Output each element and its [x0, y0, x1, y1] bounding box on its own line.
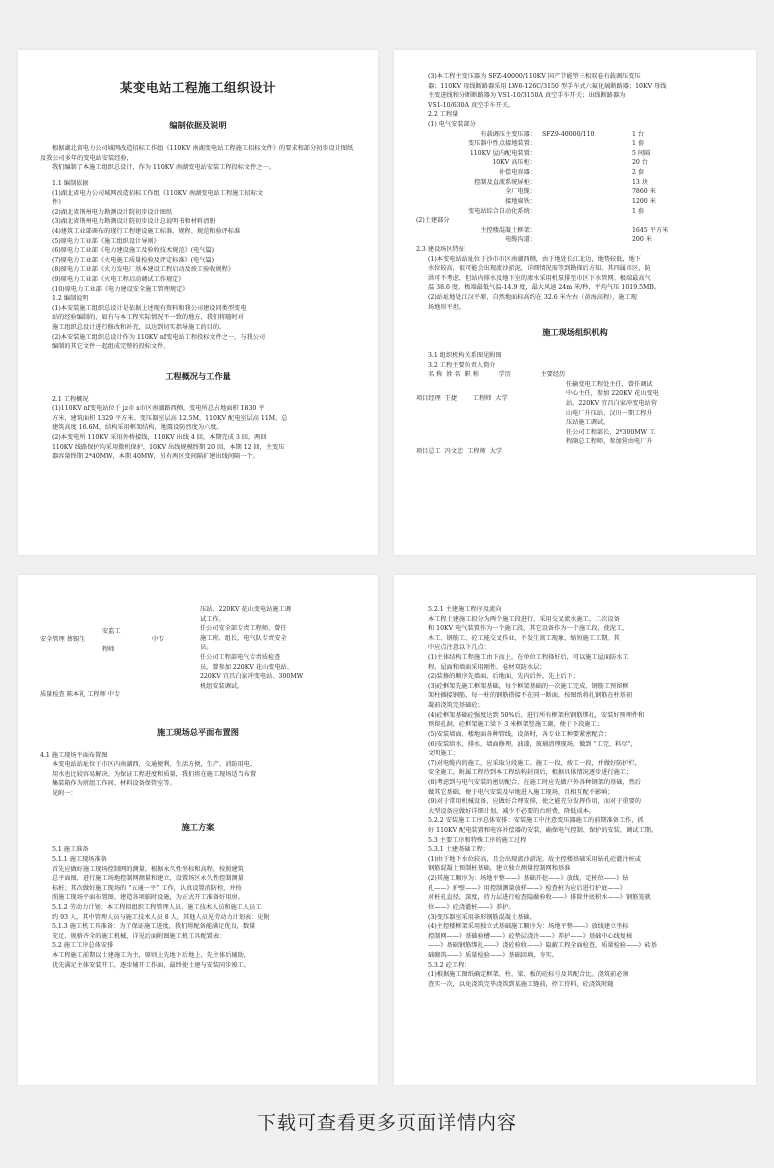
- plan-text: [40, 845, 356, 970]
- section-heading-basis: 编制依据及说明: [169, 120, 227, 131]
- text-line: 程副总工程师，参加营由电厂升: [566, 438, 653, 446]
- safety-education: 中专: [152, 636, 165, 643]
- equipment-name: 控制及直流系统屏柜：: [474, 178, 536, 186]
- text-line: 大型设备应做好详细计划，减少不必要的台班费，降低成本。: [428, 807, 596, 815]
- text-line: (7)对电缆内的施工，应采取分段施工。施工一段，竣工一段，并做好防护栏，: [428, 759, 641, 767]
- quality-row: 质量检查 陈本礼 工程师 中专: [40, 691, 121, 699]
- text-line: 用水也比较容易解决。为保证工程进度和质量，我们将在施工现场适当布置: [52, 770, 257, 778]
- text-line: 首先应做好施工现场控制网的测量。根据永久性坐标和高程，按照建筑: [52, 865, 244, 873]
- electrical-part-heading: (1) 电气安装部分: [428, 121, 476, 129]
- equipment-model: SFZ9-40000/110: [542, 130, 595, 138]
- equipment-qty: 1 套: [632, 207, 645, 215]
- safety-title-1: 安监工: [102, 628, 121, 635]
- text-line: 程。屋面和墙面采用刚性、卷材双防水层；: [428, 663, 546, 671]
- text-line: 5.2.2 安装施工工序总体安排：安装施工中注意变压器施工的前期准备工作，抓: [428, 817, 644, 825]
- document-page-4: [394, 575, 756, 1085]
- equipment-name: 全厂电缆：: [505, 188, 536, 196]
- text-line: 本工程施工前期以土建施工为主，原则上先地下后地上，先主体后辅助，: [52, 951, 250, 959]
- construction-sequence-text: [416, 605, 734, 989]
- text-line: (2)本变电所 110KV 采用外桥接线，110KV 出线 4 回，本期完成 3 回，两回: [52, 434, 267, 442]
- text-line: (10)原电力工业部《电力建设安全施工管理规定》: [52, 285, 189, 293]
- text-line: 5.1.2 劳动力计划：本工程拟组织工程管理人员、施工技术人员和施工人员工: [52, 903, 262, 911]
- equipment-qty: 7860 米: [632, 188, 656, 196]
- explain-list: [40, 304, 356, 352]
- text-line: 5.1 施工准备: [52, 846, 89, 854]
- equipment-row: [416, 149, 734, 159]
- equipment-list: [416, 130, 734, 216]
- text-line: 220KV 宜昌白家冲变电站、300MW: [200, 673, 304, 681]
- safety-title-2: 程师: [102, 645, 115, 653]
- subsection-2-2: 2.2 工程量: [428, 111, 459, 119]
- text-line: 5.3.1 土建基础工程：: [428, 846, 490, 854]
- text-line: 任公司工程部长，2*300MW 工: [566, 428, 656, 436]
- subsection-1-1: 1.1 编制依据: [52, 179, 89, 187]
- personnel-experience-cont: [200, 605, 356, 700]
- intro-paragraph-2: 我们编制了本施工组织总设计，作为 110KV 南湖变电站安装工程投标文件之一。: [52, 164, 275, 172]
- text-line: 机组安装调试。: [200, 682, 244, 690]
- text-line: 本变电站站址位于市区内南湖西，交通便利，生活方便，生产、消防用电、: [52, 761, 257, 769]
- text-line: (8)原电力工业部《火力发电厂基本建设工程启动及竣工验收规程》: [52, 266, 235, 274]
- subsection-1-2: 1.2 编制说明: [52, 295, 89, 303]
- text-line: 标桩；其次做好施工现场的 “五通一平” 工作，认真设置消防栓，并按: [52, 884, 242, 892]
- equipment-model: [542, 178, 632, 188]
- text-line: 安全施工，附属工程待到本工程结构封顶后，根据具体情况逐步进行施工；: [428, 769, 633, 777]
- text-line: 员，曾参加 220KV 花山变电站、: [200, 663, 293, 671]
- text-line: 压站施工调试。: [566, 419, 610, 427]
- text-line: 5.1.3 施工机工具准备：为了保证施工进度，我们将配备能满足优良，数量: [52, 923, 256, 931]
- document-title: 某变电站工程施工组织设计: [119, 80, 276, 95]
- subsection-3-1: 3.1 组织机构关系图见附图: [428, 351, 502, 359]
- section-heading-plan: 施工方案: [181, 821, 215, 832]
- equipment-row: [416, 178, 734, 188]
- text-line: ——》基础钢筋绑扎——》浇砼验收——》隐蔽工程全面检查，质量检验——》砖基: [428, 942, 657, 950]
- text-line: 优先满足主体安装开工，逐步辅开工作面，最终使土建与安装同步竣工。: [52, 961, 250, 969]
- civil-row: [416, 226, 734, 236]
- text-line: (3)变压器室采用条形钢筋混凝土基础。: [428, 913, 536, 921]
- text-line: 压站、220KV 花山变电站施工调: [200, 606, 291, 613]
- text-line: 水位较高，很可能会出现流沙淤泥，详细情况需等到勘探后方知。其四属市区，防: [428, 265, 651, 273]
- text-line: 山电厂升压站、汉川一期工程升: [566, 409, 653, 417]
- text-line: 中应点注意以下几点：: [428, 644, 490, 652]
- equipment-qty: 13 块: [632, 178, 649, 186]
- section-heading-layout: 施工现场总平面布置图: [157, 726, 239, 737]
- text-line: 件》: [52, 199, 65, 207]
- subsection-3-2: 3.2 工程主要负责人简介: [428, 361, 496, 369]
- download-more-text[interactable]: 下载可查看更多页面详情内容: [256, 1112, 517, 1134]
- text-line: 总平面图，进行施工场地控制网测量和建立，设置场区永久性控制测量: [52, 875, 244, 883]
- equipment-row: [416, 158, 734, 168]
- equipment-model: [542, 139, 632, 149]
- equipment-model: [542, 187, 632, 197]
- text-line: 110KV 线路保护均采用微机保护，10KV 出线规模终期 20 回，本期 12 回，主变压: [52, 443, 285, 451]
- text-line: 约 93 人，其中管理人员与施工技术人员 8 人，其他人员见劳动力计划表：见附: [52, 913, 270, 921]
- equipment-row: [416, 168, 734, 178]
- text-line: 站、220KV 宜昌白家冲变电站营: [566, 399, 657, 407]
- intro-paragraph: 根据湖北省电力公司城网改造招标工作组《110KV 南湖变电站工程施工招标文件》的要求和部分初步设计图纸及我公司多年的变电站安装经验，: [40, 145, 354, 162]
- text-line: 础砌筑——》质量检验——》基础回填，夯实。: [428, 951, 558, 959]
- subsection-2-3: 2.3 建设场区特征: [416, 245, 465, 253]
- equipment-name: 10KV 高压柜：: [492, 159, 536, 167]
- text-line: (9)对于常用机械设备，应做好合理安排，使之能充分发挥作用，而对于重要的: [428, 798, 641, 806]
- text-line: 架柱插接钢筋，每一柱的钢筋搭接不在同一断面，按图纸将扎钢筋在柱基初: [428, 692, 633, 700]
- equipment-name: 补偿电容器：: [498, 169, 536, 177]
- text-line: 任公司工程部电气专责质检查: [200, 654, 281, 662]
- text-line: 好 110KV 配电装置和电容补偿器的安装，确保电气控制、保护的安装、调试工期。: [428, 827, 658, 835]
- equipment-row: [416, 139, 734, 149]
- project-manager-row: 项目经理 王捷 工程师 大学: [416, 394, 508, 402]
- text-line: 主变进线和分断断路器为 VS1-10/3150A 真空手车开关；出线断路器为: [428, 92, 626, 100]
- pm-experience: [566, 380, 734, 447]
- equipment-row: [416, 130, 734, 140]
- section-heading-organization: 施工现场组织机构: [542, 327, 608, 338]
- text-line: (1)由于地下水位较高，且会出现流沙淤泥，故主控楼基础采用钻孔砼灌注桩或: [428, 855, 641, 863]
- safety-title: [102, 627, 152, 654]
- equipment-qty: 20 台: [632, 159, 649, 167]
- basis-list: [40, 189, 356, 295]
- personnel-table-header: 名 称 姓 名 职 称 学历 主要经历: [428, 371, 566, 379]
- text-line: (1)湖北省电力公司城网改造招标工作组《110KV 南湖变电站工程施工招标文: [52, 189, 264, 197]
- civil-qty: 200 米: [632, 236, 652, 244]
- text-line: VS1-10/630A 真空手车开关。: [428, 101, 515, 109]
- document-page-2: [394, 50, 756, 555]
- equipment-name: 变压器中性点接地装置：: [467, 140, 536, 148]
- subsection-2-1: 2.1 工程概况: [52, 395, 89, 403]
- left-col: [40, 605, 200, 700]
- text-line: 洪可不考虑，但站内排水及地下室的渗水采用机泵排至市区下水管网。极端最高气: [428, 274, 651, 282]
- technical-engineer-row: 项目总工 冯文忠 工程师 大学: [416, 448, 503, 456]
- text-line: (2)装修的顺序先墙面、后地面，先内后外，先上后下；: [428, 673, 580, 681]
- text-line: 中心主任，参加 220KV 花山变电: [566, 390, 659, 398]
- document-page-1: [18, 50, 378, 555]
- text-line: (5)原电力工业部《施工组织设计导则》: [52, 237, 160, 245]
- equipment-row: [416, 197, 734, 207]
- site-features: [416, 255, 734, 313]
- equipment-model: [542, 158, 632, 168]
- layout-text: [40, 760, 356, 798]
- equipment-qty: 5 间隔: [632, 149, 651, 157]
- equipment-model: [542, 207, 632, 217]
- text-line: 见附一：: [52, 789, 77, 797]
- text-line: 任输变电工程处主任，曾任调试: [566, 380, 653, 388]
- subsection-4-1: 4.1 施工现场平面布置图: [40, 751, 108, 759]
- text-line: (4)砼框架基础砼强度达到 50%后，进行所有框架柱钢筋绑扎，安装好预埋件和: [428, 711, 645, 719]
- text-line: 施工组织总设计进行修改和补充，以达到切实指导施工的目的。: [52, 324, 226, 332]
- text-line: (6)安装给水、排水，墙面修理，油漆，玻璃清理现场，做到 “工完、料尽”，: [428, 740, 637, 748]
- text-line: 钢筋混凝土预制桩基础，建立独立测量控制网和基准: [428, 865, 571, 873]
- text-line: 员。: [200, 644, 213, 652]
- equipment-model: [542, 168, 632, 178]
- civil-list: [416, 226, 734, 245]
- text-line: (9)原电力工业部《火电工程启动调试工作规定》: [52, 276, 185, 283]
- text-line: 试工作。: [200, 615, 225, 623]
- equipment-qty: 1200 米: [632, 197, 656, 205]
- text-line: (3)砼框架先施工框架基础，每个框架基础的一次施工完成，钢筋工预留框: [428, 682, 629, 690]
- equipment-model: [542, 197, 632, 207]
- civil-row: [416, 235, 734, 245]
- text-line: 温 38.6 度，极端最低气温-14.9 度，最大风速 24m 米/秒，平均气压 1019.5MB。: [428, 284, 661, 292]
- text-line: (1)根据施工图纸确定框架、柱、梁、板的砼标号及其配合比。浇筑前必须: [428, 971, 629, 979]
- civil-part-heading: (2)土建部分: [416, 217, 450, 225]
- text-line: 做其它基础，便于电气安装及早地进入施工现场，且相互配不影响；: [428, 788, 614, 796]
- text-line: 查实一次，以免浇筑完毕浇筑到某施工缝前，停工待料，砼浇筑时随: [428, 980, 614, 988]
- text-line: 建筑高度 16.6M，结构采用框架结构，地震设防烈度为六度。: [52, 424, 223, 432]
- overview-list: [40, 404, 356, 462]
- text-line: 和 10KV 电气装置作为一个施工段，其它设备作为一个施工段，使泥工、: [428, 625, 629, 633]
- text-line: 充足、规格齐全的施工机械，详见后面附图施工机工具配置表：: [52, 932, 226, 940]
- text-line: 对桩孔直径，深度，持力层进行检查隐蔽验收——》排除井底积水——》钢筋笼就: [428, 894, 651, 902]
- equipment-qty: 2 套: [632, 169, 645, 177]
- text-line: 孔——》护壁——》用控制测量放样——》检查桩为应后进行护底——》: [428, 884, 626, 892]
- text-line: 任公司安全部专责工程师，曾任: [200, 625, 287, 633]
- text-line: (4)主控楼框架采用独立式基础施工顺序为：场地平整——》放线建立坐标: [428, 923, 629, 931]
- transformer-spec-paragraph: [416, 72, 734, 110]
- text-line: (6)原电力工业部《电力建设施工及验收技术规范》(电气篇): [52, 247, 215, 255]
- text-line: 集装箱作为班组工作间、材料设备保管室等。: [52, 780, 176, 788]
- equipment-row: [416, 207, 734, 217]
- equipment-model: [542, 149, 632, 159]
- text-line: (2)湖北省荆州电力勘测设计院初步设计图纸: [52, 208, 173, 216]
- safety-row: 安全管理 蔡锡生: [40, 636, 86, 643]
- text-line: (1)110KV nf变电站位于 jz市 x市区南湖路西侧，变电所总占地面积 1830 平: [52, 405, 265, 413]
- text-line: (5)安装墙面、楼地面各种管线，设备时，各专业工种要紧密配合；: [428, 730, 611, 738]
- text-line: 照施工现场平面布置图，建造各项临时设施，为正式开工准备好用房。: [52, 894, 244, 902]
- section-heading-overview: 工程概况与工作量: [165, 370, 231, 381]
- document-page-3: [18, 575, 378, 1085]
- text-line: 5.2 施工工序总体安排: [52, 942, 114, 950]
- text-line: 凝前浇筑完基础砼；: [428, 702, 484, 710]
- text-line: 5.3 主要工序和特殊工序的施工过程: [428, 836, 527, 844]
- equipment-name: 110KV 屋内配电装置：: [469, 149, 536, 157]
- text-line: (8)考虑到与电气安装的密切配合，在施工时应先做户外各种钢架的基础，然后: [428, 778, 641, 786]
- text-line: (1)本变电站站址位于沙市市区南湖西侧，由于地处长江北边，地势较低，地下: [428, 255, 641, 263]
- text-line: 方米，建筑面积 1329 平方米。变压器室层高 12.5M，110KV 配电室层高 11M，总: [52, 414, 288, 422]
- text-line: 位——》砼浇灌桩——》养护。: [428, 903, 515, 911]
- text-line: 编制的其它文件一起组成完整的投标文件。: [52, 343, 170, 351]
- text-line: 站的经验编制的，如有与本工程实际情况不一致的地方，我们将随时对: [52, 314, 244, 322]
- equipment-name: 有载调压主变压器：: [480, 130, 536, 138]
- text-line: (2)本安装施工组织总设计作为 110KV nf变电站工程投标文件之一，与我公司: [52, 333, 266, 341]
- text-line: 5.1.1 施工现场准备: [52, 855, 107, 863]
- text-line: 施工班、组长，电气队专责安全: [200, 634, 287, 642]
- text-line: 文明施工；: [428, 750, 459, 758]
- text-line: (3)本工程主变压器为 SFZ-40000/110KV 国产节能型三相双卷有载调压变压: [428, 73, 641, 80]
- text-line: (3)湖北省荆州电力勘测设计院初步设计总说明书和材料清册: [52, 218, 216, 226]
- text-line: 本工程土建施工拟分为两个施工段进行，采用交叉流水施工。二次设备: [428, 615, 620, 623]
- text-line: 木工、钢筋工、砼工能交叉作业，不发生窝工现象，缩短施工工期。其: [428, 634, 620, 642]
- text-line: (7)原电力工业部《火电施工质量检验及评定标准》(电气篇): [52, 256, 215, 264]
- text-line: 5.3.2 砼工程：: [428, 961, 471, 969]
- text-line: 场地形平坦。: [428, 303, 466, 311]
- equipment-qty: 1 套: [632, 140, 645, 148]
- text-line: 预留孔洞，砼框架施工梁下 3 米框架竖施工砌，便于下段施工；: [428, 721, 603, 729]
- text-line: (2)站址地处江汉平原，自然地面标高约在 32.6 米左右（黄海高程），施工现: [428, 294, 637, 302]
- text-line: (1)本安装施工组织总设计是依据上述现有资料和我公司建设同类型变电: [52, 304, 247, 312]
- text-line: (1)主体结构工程施工由下而上，在单位工程择好后，可以施工屋面防水工: [428, 654, 629, 662]
- text-line: 器容量终期 2*40MW，本期 40MW，另有两区变间隔扩建出线间隔一个。: [52, 453, 259, 461]
- equipment-row: [416, 187, 734, 197]
- civil-qty: 1645 平方米: [632, 226, 669, 234]
- equipment-name: 接地扁铁：: [505, 197, 536, 205]
- text-line: (4)建筑工业部颁布的现行工程建设施工标准、规程、规范和验评标准: [52, 227, 241, 235]
- text-line: 控制网——》基础验槽——》砼垫层浇注——》养护——》基础中心线复核: [428, 932, 633, 940]
- civil-name: 电缆沟道：: [505, 236, 536, 244]
- civil-name: 主控楼混凝土框架：: [480, 226, 536, 234]
- equipment-qty: 1 台: [632, 130, 645, 138]
- text-line: (2)其施工顺序为：场地平整——》基础开挖——》放线，定桩位——》钻: [428, 875, 629, 883]
- equipment-name: 变电站综合自动化系统：: [467, 207, 536, 215]
- text-line: 5.2.1 主建施工程序及流向: [428, 606, 502, 613]
- text-line: 器；110KV 母线断路器采用 LW6-126C/3150 型手车式六氟化硫断路器；10KV 母线: [428, 82, 667, 90]
- pm-row-cell: [416, 380, 566, 447]
